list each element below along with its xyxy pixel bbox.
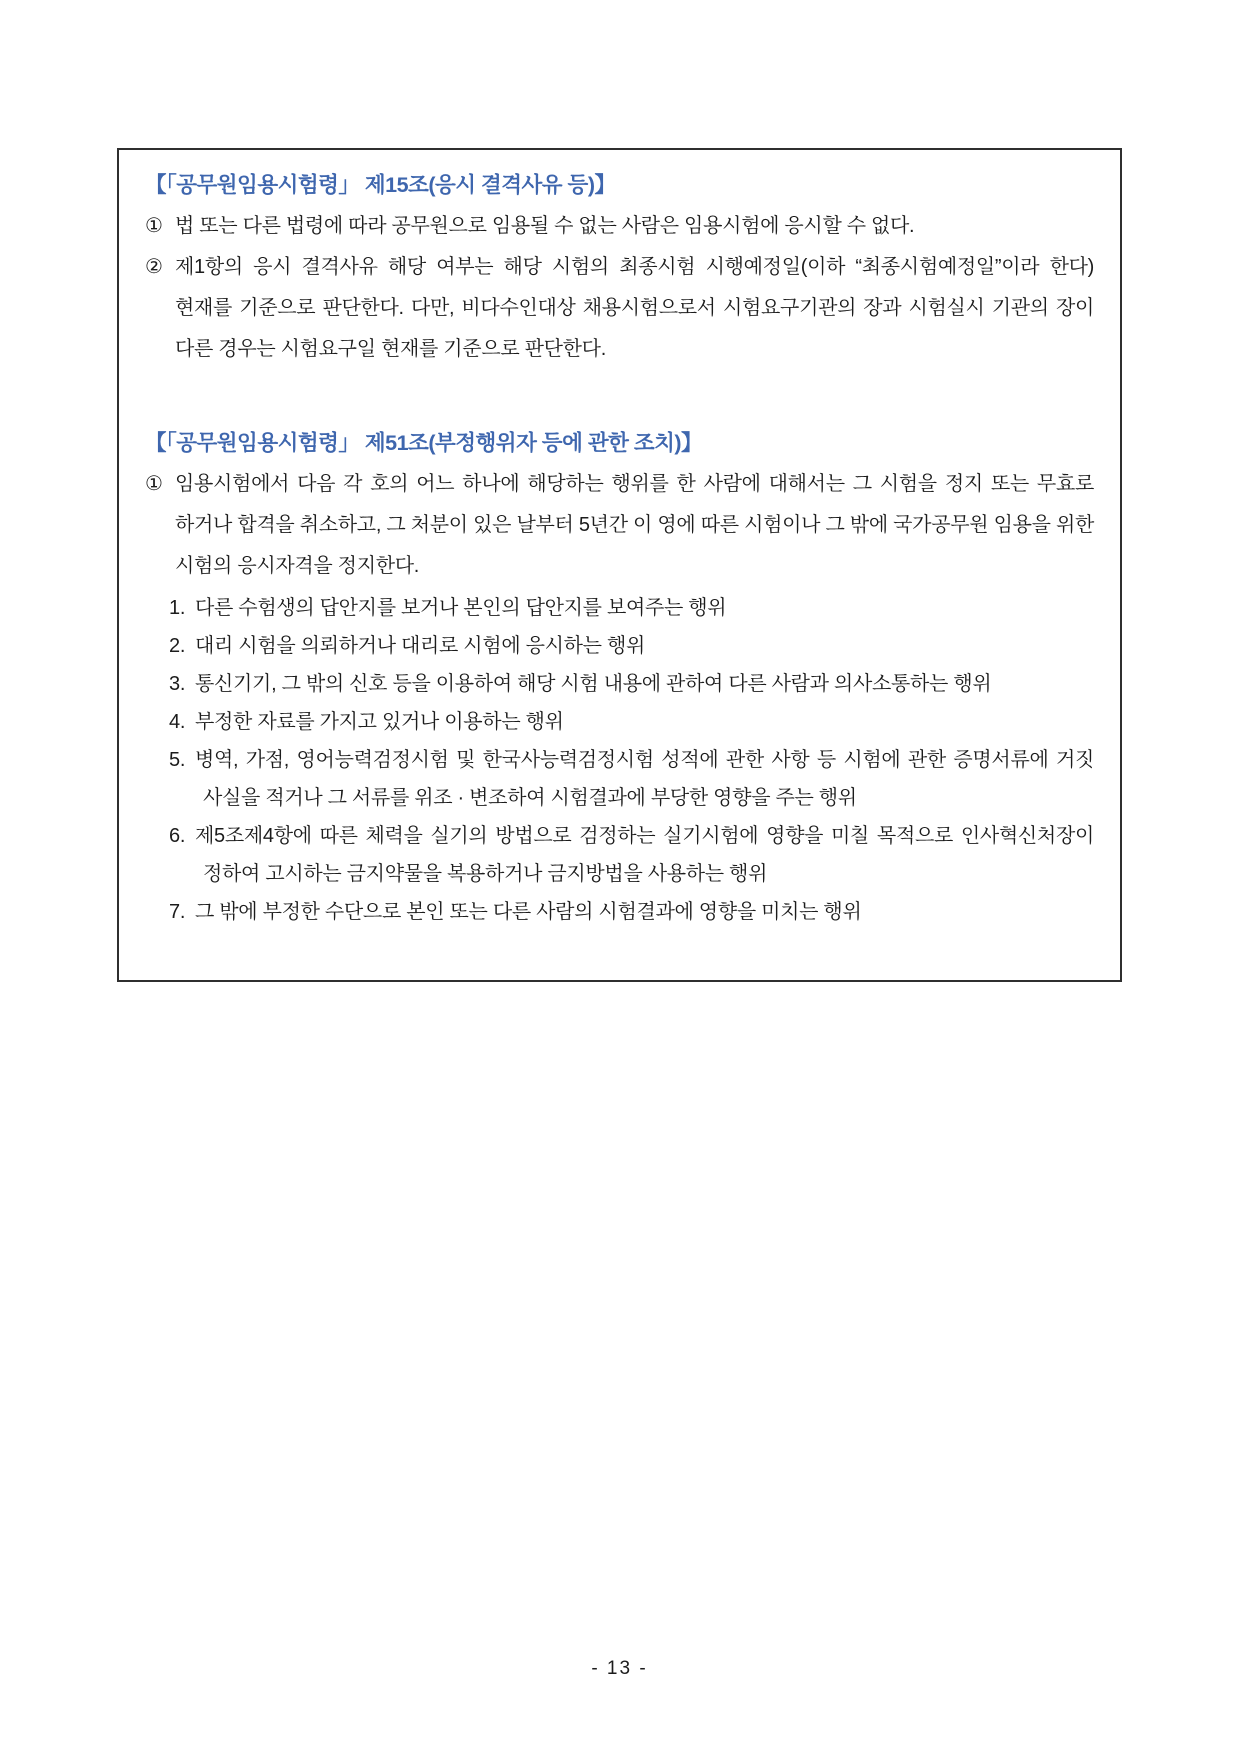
article-15-heading: 【「공무원임용시험령」 제15조(응시 결격사유 등)】	[145, 173, 616, 197]
list-item	[169, 665, 1094, 703]
clause-15-1	[145, 206, 1094, 247]
list-item-text: 통신기기, 그 밖의 신호 등을 이용하여 해당 시험 내용에 관하여 다른 사람과 의사소통하는 행위	[195, 673, 992, 695]
list-item-number: 1.	[169, 597, 186, 619]
clause-marker: ①	[145, 215, 163, 237]
clause-15-2	[145, 247, 1094, 370]
list-item-number: 4.	[169, 711, 186, 733]
list-item	[169, 627, 1094, 665]
list-item-text: 병역, 가점, 영어능력검정시험 및 한국사능력검정시험 성적에 관한 사항 등 시험에 관한 증명서류에 거짓 사실을 적거나 그 서류를 위조 · 변조하여 시험결과에 부당한 영향을 주는 행위	[195, 749, 1094, 809]
list-item-number: 5.	[169, 749, 186, 771]
list-item-number: 6.	[169, 825, 186, 847]
list-item	[169, 893, 1094, 931]
clause-51-1	[145, 464, 1094, 587]
list-item-text: 대리 시험을 의뢰하거나 대리로 시험에 응시하는 행위	[195, 635, 645, 657]
prohibited-acts-list	[145, 589, 1094, 931]
list-item-text: 제5조제4항에 따른 체력을 실기의 방법으로 검정하는 실기시험에 영향을 미칠 목적으로 인사혁신처장이 정하여 고시하는 금지약물을 복용하거나 금지방법을 사용하는 행위	[195, 825, 1094, 885]
law-excerpt-box	[117, 148, 1122, 982]
article-51-heading: 【「공무원임용시험령」 제51조(부정행위자 등에 관한 조치)】	[145, 431, 703, 455]
section-article-51	[145, 422, 1094, 931]
list-item	[169, 817, 1094, 893]
list-item-number: 3.	[169, 673, 186, 695]
list-item	[169, 741, 1094, 817]
list-item-number: 7.	[169, 901, 186, 923]
clause-marker: ②	[145, 256, 163, 278]
clause-marker: ①	[145, 473, 163, 495]
list-item-number: 2.	[169, 635, 186, 657]
list-item-text: 부정한 자료를 가지고 있거나 이용하는 행위	[195, 711, 564, 733]
list-item	[169, 703, 1094, 741]
page-number: - 13 -	[591, 1658, 648, 1679]
list-item	[169, 589, 1094, 627]
list-item-text: 그 밖에 부정한 수단으로 본인 또는 다른 사람의 시험결과에 영향을 미치는 행위	[195, 901, 862, 923]
section-article-15	[145, 164, 1094, 370]
clause-text: 제1항의 응시 결격사유 해당 여부는 해당 시험의 최종시험 시행예정일(이하 “최종시험예정일”이라 한다) 현재를 기준으로 판단한다. 다만, 비다수인대상 채용시험으로서 시험요구기관의 장과 시험실시 기관의 장이 다른 경우는 시험요구일 현재를 기준으로 판단한다.	[175, 256, 1094, 360]
clause-text: 법 또는 다른 법령에 따라 공무원으로 임용될 수 없는 사람은 임용시험에 응시할 수 없다.	[175, 215, 915, 237]
clause-text: 임용시험에서 다음 각 호의 어느 하나에 해당하는 행위를 한 사람에 대해서는 그 시험을 정지 또는 무효로 하거나 합격을 취소하고, 그 처분이 있은 날부터 5년간 이 영에 따른 시험이나 그 밖에 국가공무원 임용을 위한 시험의 응시자격을 정지한다.	[175, 473, 1094, 577]
list-item-text: 다른 수험생의 답안지를 보거나 본인의 답안지를 보여주는 행위	[195, 597, 727, 619]
